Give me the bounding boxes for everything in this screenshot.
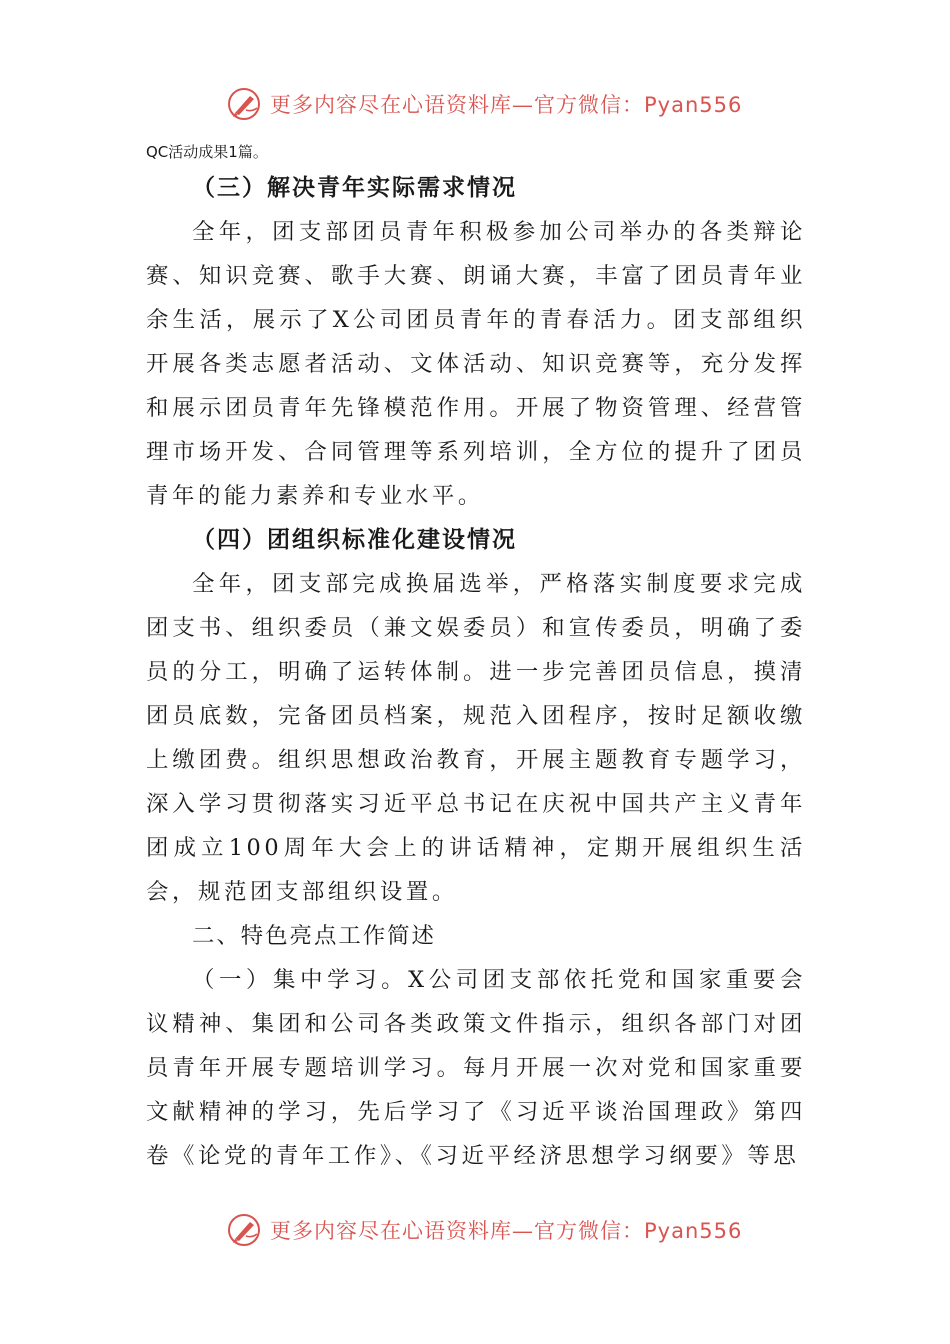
- paragraph-collective-study: （一）集中学习。X公司团支部依托党和国家重要会议精神、集团和公司各类政策文件指示，组织各部门对团员青年开展专题培训学习。每月开展一次对党和国家重要文献精神的学习，先后学习了《习近平谈治国理政》第四卷《论党的青年工作》、《习近平经济思想学习纲要》等思: [146, 967, 806, 1169]
- watermark-text: 更多内容尽在心语资料库—官方微信：Pyan556: [270, 93, 743, 117]
- intro-line: QC活动成果1篇。: [146, 143, 268, 161]
- watermark-text: 更多内容尽在心语资料库—官方微信：Pyan556: [270, 1219, 743, 1243]
- heading-section-3: （三）解决青年实际需求情况: [192, 175, 517, 201]
- pen-logo-icon: [226, 1212, 262, 1248]
- wechat-id: Pyan556: [644, 1219, 743, 1243]
- heading-section-4: （四）团组织标准化建设情况: [192, 527, 517, 553]
- document-body: [146, 140, 806, 1178]
- paragraph-section-4: 全年，团支部完成换届选举，严格落实制度要求完成团支书、组织委员（兼文娱委员）和宣传委员，明确了委员的分工，明确了运转体制。进一步完善团员信息，摸清团员底数，完备团员档案，规范入团程序，按时足额收缴上缴团费。组织思想政治教育，开展主题教育专题学习，深入学习贯彻落实习近平总书记在庆祝中国共产主义青年团成立100周年大会上的讲话精神，定期开展组织生活会，规范团支部组织设置。: [146, 571, 806, 905]
- section-2-title: 二、特色亮点工作简述: [192, 923, 436, 949]
- paragraph-section-3: 全年，团支部团员青年积极参加公司举办的各类辩论赛、知识竞赛、歌手大赛、朗诵大赛，丰富了团员青年业余生活，展示了X公司团员青年的青春活力。团支部组织开展各类志愿者活动、文体活动、知识竞赛等，充分发挥和展示团员青年先锋模范作用。开展了物资管理、经营管理市场开发、合同管理等系列培训，全方位的提升了团员青年的能力素养和专业水平。: [146, 219, 806, 509]
- watermark-banner-top: [226, 84, 746, 124]
- wechat-id: Pyan556: [644, 93, 743, 117]
- watermark-banner-bottom: [226, 1210, 746, 1250]
- pen-logo-icon: [226, 86, 262, 122]
